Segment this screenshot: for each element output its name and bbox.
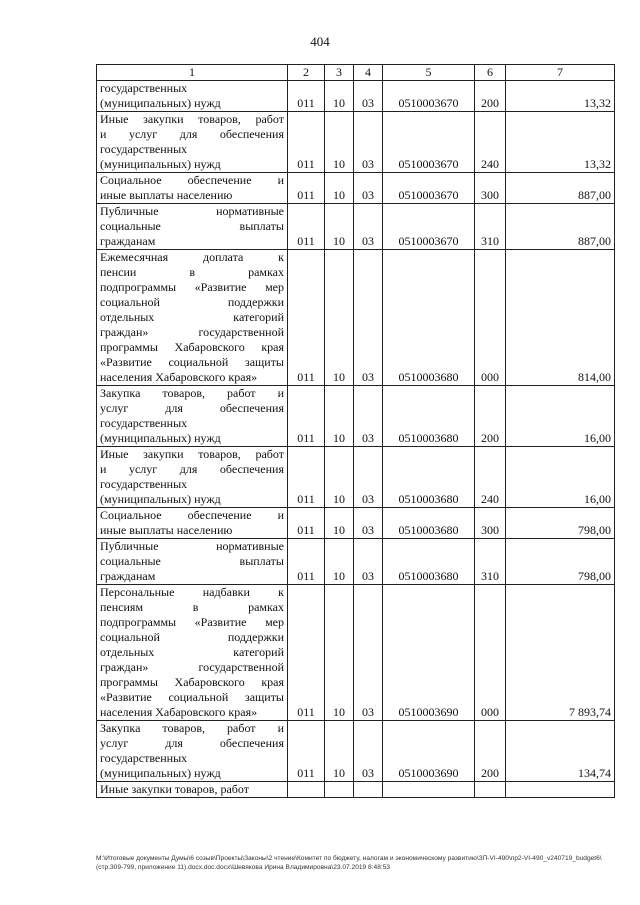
item-name-line: Персональные надбавки к [100, 585, 284, 599]
item-name-line: Публичные нормативные [100, 539, 284, 553]
table-row [97, 112, 615, 173]
item-name-line: Социальное обеспечение и [100, 508, 284, 522]
section-code-cell: 10 [325, 112, 354, 173]
item-name-line: государственных [100, 751, 188, 765]
ministry-code-cell: 011 [288, 508, 325, 539]
item-name-cell [97, 539, 288, 585]
amount-cell: 798,00 [506, 508, 615, 539]
item-name-cell [97, 782, 288, 798]
item-name-line: иные выплаты населению [100, 523, 233, 537]
header-cell: 7 [506, 65, 615, 81]
item-name-line: Закупка товаров, работ и [100, 386, 284, 400]
ministry-code-cell: 011 [288, 81, 325, 112]
ministry-code-cell: 011 [288, 447, 325, 508]
item-name-line: населения Хабаровского края» [100, 705, 258, 719]
section-code-cell: 10 [325, 447, 354, 508]
budget-table [96, 64, 615, 798]
subsection-code-cell: 03 [354, 585, 383, 721]
subsection-code-cell: 03 [354, 721, 383, 782]
target-article-cell: 0510003680 [383, 386, 475, 447]
ministry-code-cell: 011 [288, 204, 325, 250]
amount-cell [506, 782, 615, 798]
item-name-cell [97, 447, 288, 508]
item-name-cell [97, 585, 288, 721]
header-cell: 2 [288, 65, 325, 81]
table-row [97, 585, 615, 721]
item-name-line: Иные закупки товаров, работ [100, 447, 284, 461]
expense-type-cell: 310 [475, 539, 506, 585]
table-row [97, 508, 615, 539]
subsection-code-cell: 03 [354, 81, 383, 112]
item-name-cell [97, 81, 288, 112]
section-code-cell: 10 [325, 250, 354, 386]
target-article-cell [383, 782, 475, 798]
item-name-line: социальные выплаты [100, 554, 284, 568]
item-name-line: (муниципальных) нужд [100, 431, 221, 445]
ministry-code-cell [288, 782, 325, 798]
section-code-cell: 10 [325, 81, 354, 112]
item-name-line: подпрограммы «Развитие мер [100, 615, 284, 629]
table-row [97, 447, 615, 508]
subsection-code-cell: 03 [354, 112, 383, 173]
amount-cell: 887,00 [506, 204, 615, 250]
table-row [97, 81, 615, 112]
table-row [97, 539, 615, 585]
header-cell: 3 [325, 65, 354, 81]
ministry-code-cell: 011 [288, 721, 325, 782]
amount-cell: 814,00 [506, 250, 615, 386]
item-name-line: социальные выплаты [100, 219, 284, 233]
item-name-line: государственных [100, 142, 188, 156]
ministry-code-cell: 011 [288, 112, 325, 173]
item-name-line: (муниципальных) нужд [100, 96, 221, 110]
target-article-cell: 0510003670 [383, 112, 475, 173]
section-code-cell: 10 [325, 508, 354, 539]
table-row [97, 250, 615, 386]
table-row [97, 721, 615, 782]
subsection-code-cell: 03 [354, 250, 383, 386]
item-name-line: гражданам [100, 234, 156, 248]
target-article-cell: 0510003690 [383, 585, 475, 721]
item-name-line: (муниципальных) нужд [100, 766, 221, 780]
ministry-code-cell: 011 [288, 539, 325, 585]
expense-type-cell [475, 782, 506, 798]
subsection-code-cell: 03 [354, 508, 383, 539]
item-name-line: пенсиям в рамках [100, 600, 284, 614]
item-name-line: гражданам [100, 569, 156, 583]
section-code-cell: 10 [325, 386, 354, 447]
item-name-line: «Развитие социальной защиты [100, 690, 284, 704]
expense-type-cell: 000 [475, 585, 506, 721]
amount-cell: 13,32 [506, 81, 615, 112]
target-article-cell: 0510003690 [383, 721, 475, 782]
header-cell: 5 [383, 65, 475, 81]
amount-cell: 134,74 [506, 721, 615, 782]
ministry-code-cell: 011 [288, 173, 325, 204]
item-name-line: государственных [100, 81, 188, 95]
expense-type-cell: 310 [475, 204, 506, 250]
expense-type-cell: 200 [475, 721, 506, 782]
item-name-line: граждан» государственной [100, 660, 284, 674]
table-header-row [97, 65, 615, 81]
target-article-cell: 0510003680 [383, 508, 475, 539]
expense-type-cell: 200 [475, 81, 506, 112]
item-name-cell [97, 173, 288, 204]
header-cell: 1 [97, 65, 288, 81]
item-name-line: Закупка товаров, работ и [100, 721, 284, 735]
header-cell: 6 [475, 65, 506, 81]
item-name-line: Иные закупки товаров, работ [100, 782, 249, 796]
table-row [97, 204, 615, 250]
ministry-code-cell: 011 [288, 250, 325, 386]
amount-cell: 7 893,74 [506, 585, 615, 721]
item-name-cell [97, 386, 288, 447]
target-article-cell: 0510003680 [383, 539, 475, 585]
item-name-line: пенсии в рамках [100, 265, 284, 279]
target-article-cell: 0510003680 [383, 250, 475, 386]
item-name-cell [97, 250, 288, 386]
item-name-line: Социальное обеспечение и [100, 173, 284, 187]
item-name-line: граждан» государственной [100, 325, 284, 339]
item-name-line: программы Хабаровского края [100, 675, 284, 689]
subsection-code-cell: 03 [354, 447, 383, 508]
item-name-line: услуг для обеспечения [100, 736, 284, 750]
item-name-line: и услуг для обеспечения [100, 462, 284, 476]
amount-cell: 13,32 [506, 112, 615, 173]
item-name-line: отдельных категорий [100, 645, 284, 659]
amount-cell: 16,00 [506, 386, 615, 447]
expense-type-cell: 300 [475, 508, 506, 539]
expense-type-cell: 000 [475, 250, 506, 386]
header-cell: 4 [354, 65, 383, 81]
section-code-cell [325, 782, 354, 798]
target-article-cell: 0510003670 [383, 81, 475, 112]
item-name-line: (муниципальных) нужд [100, 492, 221, 506]
expense-type-cell: 300 [475, 173, 506, 204]
item-name-line: государственных [100, 416, 188, 430]
page-number: 404 [310, 34, 330, 49]
expense-type-cell: 200 [475, 386, 506, 447]
item-name-line: иные выплаты населению [100, 188, 233, 202]
item-name-line: Иные закупки товаров, работ [100, 112, 284, 126]
table-row [97, 173, 615, 204]
section-code-cell: 10 [325, 204, 354, 250]
subsection-code-cell: 03 [354, 539, 383, 585]
item-name-line: «Развитие социальной защиты [100, 355, 284, 369]
item-name-line: (муниципальных) нужд [100, 157, 221, 171]
item-name-line: Ежемесячная доплата к [100, 250, 284, 264]
table-row [97, 386, 615, 447]
expense-type-cell: 240 [475, 447, 506, 508]
ministry-code-cell: 011 [288, 386, 325, 447]
item-name-cell [97, 204, 288, 250]
ministry-code-cell: 011 [288, 585, 325, 721]
amount-cell: 798,00 [506, 539, 615, 585]
item-name-cell [97, 508, 288, 539]
section-code-cell: 10 [325, 539, 354, 585]
item-name-line: программы Хабаровского края [100, 340, 284, 354]
section-code-cell: 10 [325, 585, 354, 721]
item-name-line: социальной поддержки [100, 295, 284, 309]
expense-type-cell: 240 [475, 112, 506, 173]
item-name-cell [97, 112, 288, 173]
target-article-cell: 0510003670 [383, 204, 475, 250]
table-row [97, 782, 615, 798]
subsection-code-cell: 03 [354, 204, 383, 250]
document-path-footer: М:\Итоговые документы Думы\6 созыв\Проекты\Законы\2 чтение\Комитет по бюджету, налогам и экономическому развитию\ЗП-VI-490\пр2-VI-490_v240719_budget6\(стр.309-799, приложение 11).docx.doc.docx\Шевякова Ирина Владимировна\23.07.2019 8:48:53 [96, 855, 602, 871]
item-name-line: Публичные нормативные [100, 204, 284, 218]
item-name-line: услуг для обеспечения [100, 401, 284, 415]
item-name-line: и услуг для обеспечения [100, 127, 284, 141]
item-name-line: подпрограммы «Развитие мер [100, 280, 284, 294]
item-name-line: отдельных категорий [100, 310, 284, 324]
subsection-code-cell: 03 [354, 386, 383, 447]
target-article-cell: 0510003670 [383, 173, 475, 204]
amount-cell: 887,00 [506, 173, 615, 204]
item-name-cell [97, 721, 288, 782]
item-name-line: населения Хабаровского края» [100, 370, 258, 384]
section-code-cell: 10 [325, 721, 354, 782]
item-name-line: государственных [100, 477, 188, 491]
item-name-line: социальной поддержки [100, 630, 284, 644]
subsection-code-cell: 03 [354, 173, 383, 204]
subsection-code-cell [354, 782, 383, 798]
amount-cell: 16,00 [506, 447, 615, 508]
section-code-cell: 10 [325, 173, 354, 204]
target-article-cell: 0510003680 [383, 447, 475, 508]
